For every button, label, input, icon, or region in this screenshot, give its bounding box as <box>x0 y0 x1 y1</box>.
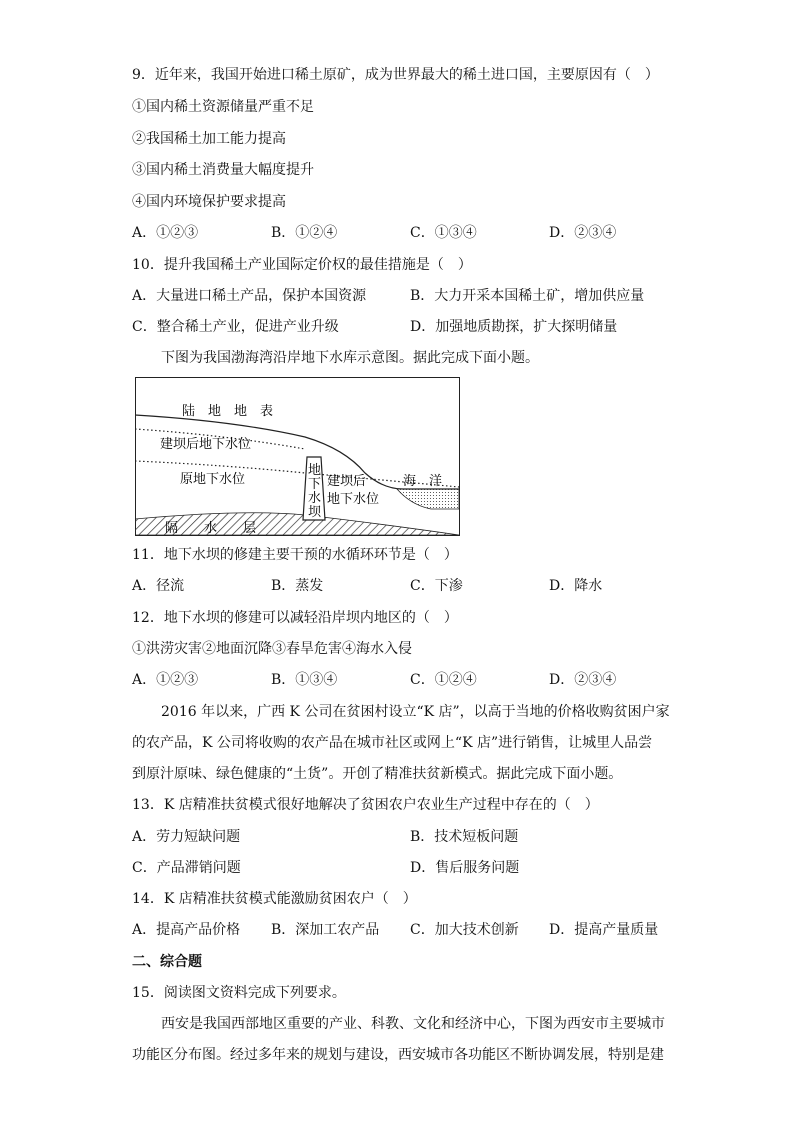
q12-option-b: B．①③④ <box>271 672 338 688</box>
q9-item-4: ④国内环境保护要求提高 <box>132 194 286 210</box>
q10-option-d: D．加强地质勘探，扩大探明储量 <box>410 319 618 335</box>
dam-label-2: 下 <box>308 477 322 492</box>
q12-option-a: A．①②③ <box>132 672 199 688</box>
after-dam-level-label: 建坝后地下水位 <box>160 437 252 452</box>
q9-item-3: ③国内稀土消费量大幅度提升 <box>132 162 314 178</box>
q11-option-a: A．径流 <box>132 578 185 594</box>
intro-k-store-line-1: 2016 年以来，广西 K 公司在贫困村设立“K 店”，以高于当地的价格收购贫困户家 <box>161 704 670 720</box>
q10-option-a: A．大量进口稀土产品，保护本国资源 <box>132 288 367 304</box>
dam-label-3: 水 <box>308 491 322 506</box>
intro-k-store-line-3: 到原汁原味、绿色健康的“土货”。开创了精准扶贫新模式。据此完成下面小题。 <box>132 766 623 782</box>
q12-option-c: C．①②④ <box>410 672 477 688</box>
q13-option-d: D．售后服务问题 <box>410 860 520 876</box>
q14-option-b: B．深加工农产品 <box>271 922 380 938</box>
land-surface-label: 陆 地 地 表 <box>182 404 274 419</box>
q10-option-c: C．整合稀土产业，促进产业升级 <box>132 319 339 335</box>
q12-stem: 12．地下水坝的修建可以减轻沿岸坝内地区的（ ） <box>132 610 458 626</box>
q14-option-a: A．提高产品价格 <box>132 922 241 938</box>
q11-option-c: C．下渗 <box>410 578 463 594</box>
q14-stem: 14．K 店精准扶贫模式能激励贫困农户（ ） <box>132 891 417 907</box>
q12-items: ①洪涝灾害②地面沉降③春旱危害④海水入侵 <box>132 641 412 657</box>
q10-stem: 10．提升我国稀土产业国际定价权的最佳措施是（ ） <box>132 257 472 273</box>
q9-option-d: D．②③④ <box>549 225 617 241</box>
q11-option-d: D．降水 <box>549 578 603 594</box>
q9-option-c: C．①③④ <box>410 225 477 241</box>
dam-label-4: 坝 <box>308 505 322 520</box>
ocean-label: 海 洋 <box>403 474 443 489</box>
q10-option-b: B．大力开采本国稀土矿，增加供应量 <box>410 288 645 304</box>
q13-option-c: C．产品滞销问题 <box>132 860 241 876</box>
intro-k-store-line-2: 的农产品，K 公司将收购的农产品在城市社区或网上“K 店”进行销售，让城里人品尝 <box>132 735 653 751</box>
q12-option-d: D．②③④ <box>549 672 617 688</box>
q15-stem: 15．阅读图文资料完成下列要求。 <box>132 985 346 1001</box>
q11-option-b: B．蒸发 <box>271 578 324 594</box>
q13-option-b: B．技术短板问题 <box>410 829 519 845</box>
q9-option-a: A．①②③ <box>132 225 199 241</box>
intro-groundwater: 下图为我国渤海湾沿岸地下水库示意图。据此完成下面小题。 <box>161 350 539 366</box>
groundwater-reservoir-diagram <box>135 377 460 536</box>
q14-option-d: D．提高产量质量 <box>549 922 659 938</box>
q14-option-c: C．加大技术创新 <box>410 922 519 938</box>
q9-option-b: B．①②④ <box>271 225 338 241</box>
q13-stem: 13．K 店精准扶贫模式很好地解决了贫困农户农业生产过程中存在的（ ） <box>132 797 599 813</box>
q11-stem: 11．地下水坝的修建主要干预的水循环环节是（ ） <box>132 547 458 563</box>
q15-para-line-1: 西安是我国西部地区重要的产业、科教、文化和经济中心，下图为西安市主要城市 <box>161 1016 665 1032</box>
q9-stem: 9．近年来，我国开始进口稀土原矿，成为世界最大的稀土进口国，主要原因有（ ） <box>132 67 659 83</box>
after-dam-sea-label-1: 建坝后 <box>327 474 367 489</box>
q13-option-a: A．劳力短缺问题 <box>132 829 241 845</box>
aquiclude-label: 隔 水 层 <box>165 521 257 536</box>
original-level-label: 原地下水位 <box>180 472 246 487</box>
q15-para-line-2: 功能区分布图。经过多年来的规划与建设，西安城市各功能区不断协调发展，特别是建 <box>132 1047 664 1063</box>
q9-item-2: ②我国稀土加工能力提高 <box>132 131 286 147</box>
q9-item-1: ①国内稀土资源储量严重不足 <box>132 99 314 115</box>
section-heading: 二、综合题 <box>132 954 202 970</box>
dam-label-1: 地 <box>308 463 322 478</box>
after-dam-sea-label-2: 地下水位 <box>327 492 380 507</box>
